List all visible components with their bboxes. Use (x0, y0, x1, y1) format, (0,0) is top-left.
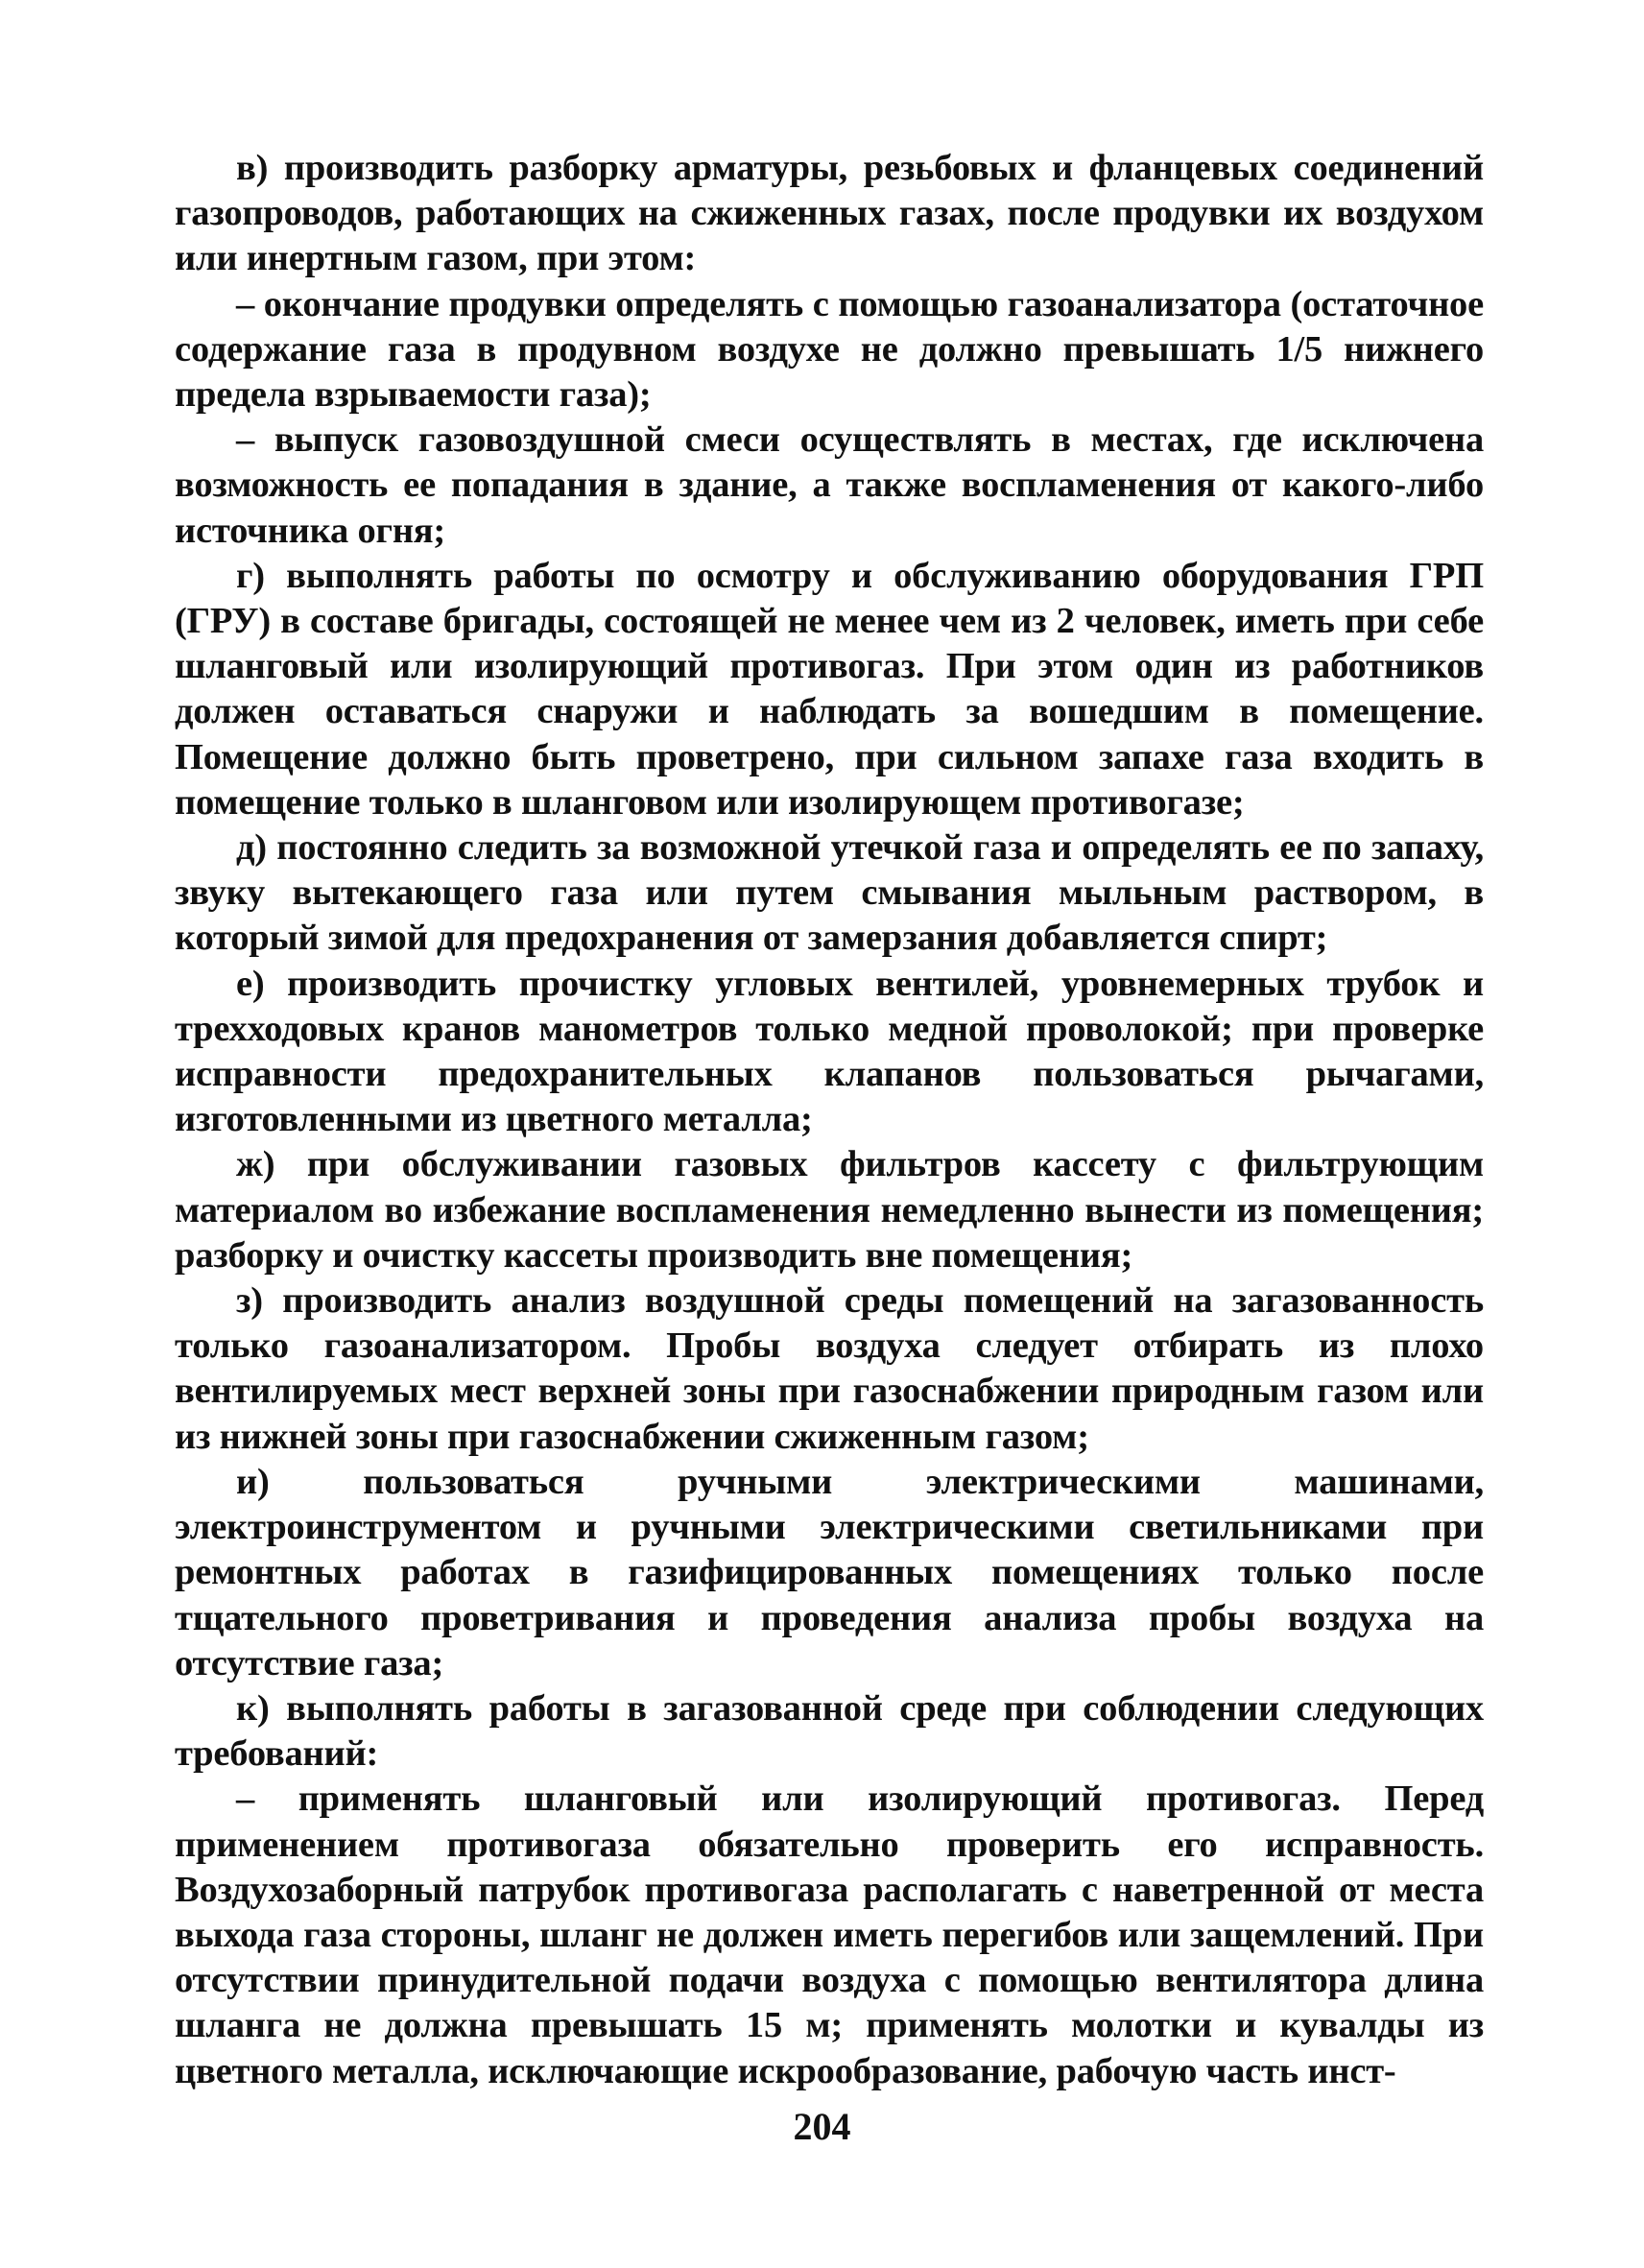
body-text (175, 146, 1484, 2094)
paragraph-g: г) выполнять работы по осмотру и обслуживанию оборудования ГРП (ГРУ) в составе бригады, состоящей не менее чем из 2 человек, иметь при себе шланговый или изолирующий противогаз. При этом один из работников должен оставаться снаружи и наблюдать за вошедшим в помещение. Помещение должно быть проветрено, при сильном запахе газа входить в помещение только в шланговом или изолирующем противогазе; (175, 555, 1484, 823)
paragraph-zh: ж) при обслуживании газовых фильтров кассету с фильтрующим материалом во избежание воспламенения немедленно вынести из помещения; разборку и очистку кассеты производить вне помещения; (175, 1144, 1484, 1276)
page-number: 204 (793, 2105, 851, 2148)
paragraph-v: в) производить разборку арматуры, резьбовых и фланцевых соединений газопроводов, работающих на сжиженных газах, после продувки их воздухом или инертным газом, при этом: (175, 148, 1484, 279)
paragraph-e: е) производить прочистку угловых вентилей, уровнемерных трубок и трехходовых кранов манометров только медной проволокой; при проверке исправности предохранительных клапанов пользоваться рычагами, изготовленными из цветного металла; (175, 963, 1484, 1140)
paragraph-d: д) постоянно следить за возможной утечкой газа и определять ее по запаху, звуку вытекающего газа или путем смывания мыльным раствором, в который зимой для предохранения от замерзания добавляется спирт; (175, 827, 1484, 959)
paragraph-z: з) производить анализ воздушной среды помещений на загазованность только газоанализатором. Пробы воздуха следует отбирать из плохо вентилируемых мест верхней зоны при газоснабжении природным газом или из нижней зоны при газоснабжении сжиженным газом; (175, 1280, 1484, 1457)
paragraph-v-dash-1: – окончание продувки определять с помощью газоанализатора (остаточное содержание газа в продувном воздухе не должно превышать 1/5 нижнего предела взрываемости газа); (175, 283, 1484, 416)
paragraph-v-dash-2: – выпуск газовоздушной смеси осуществлять в местах, где исключена возможность ее попадания в здание, а также воспламенения от какого-либо источника огня; (175, 419, 1484, 551)
paragraph-k: к) выполнять работы в загазованной среде при соблюдении следующих требований: (175, 1687, 1484, 1775)
paragraph-i: и) пользоваться ручными электрическими машинами, электроинструментом и ручными электрическими светильниками при ремонтных работах в газифицированных помещениях только после тщательного проветривания и проведения анализа пробы воздуха на отсутствие газа; (175, 1461, 1484, 1683)
paragraph-k-dash: – применять шланговый или изолирующий противогаз. Перед применением противогаза обязательно проверить его исправность. Воздухозаборный патрубок противогаза располагать с наветренной от места выхода газа стороны, шланг не должен иметь перегибов или защемлений. При отсутствии принудительной подачи воздуха с помощью вентилятора длина шланга не должна превышать 15 м; применять молотки и кувалды из цветного металла, исключающие искрообразование, рабочую часть инст- (175, 1779, 1484, 2091)
